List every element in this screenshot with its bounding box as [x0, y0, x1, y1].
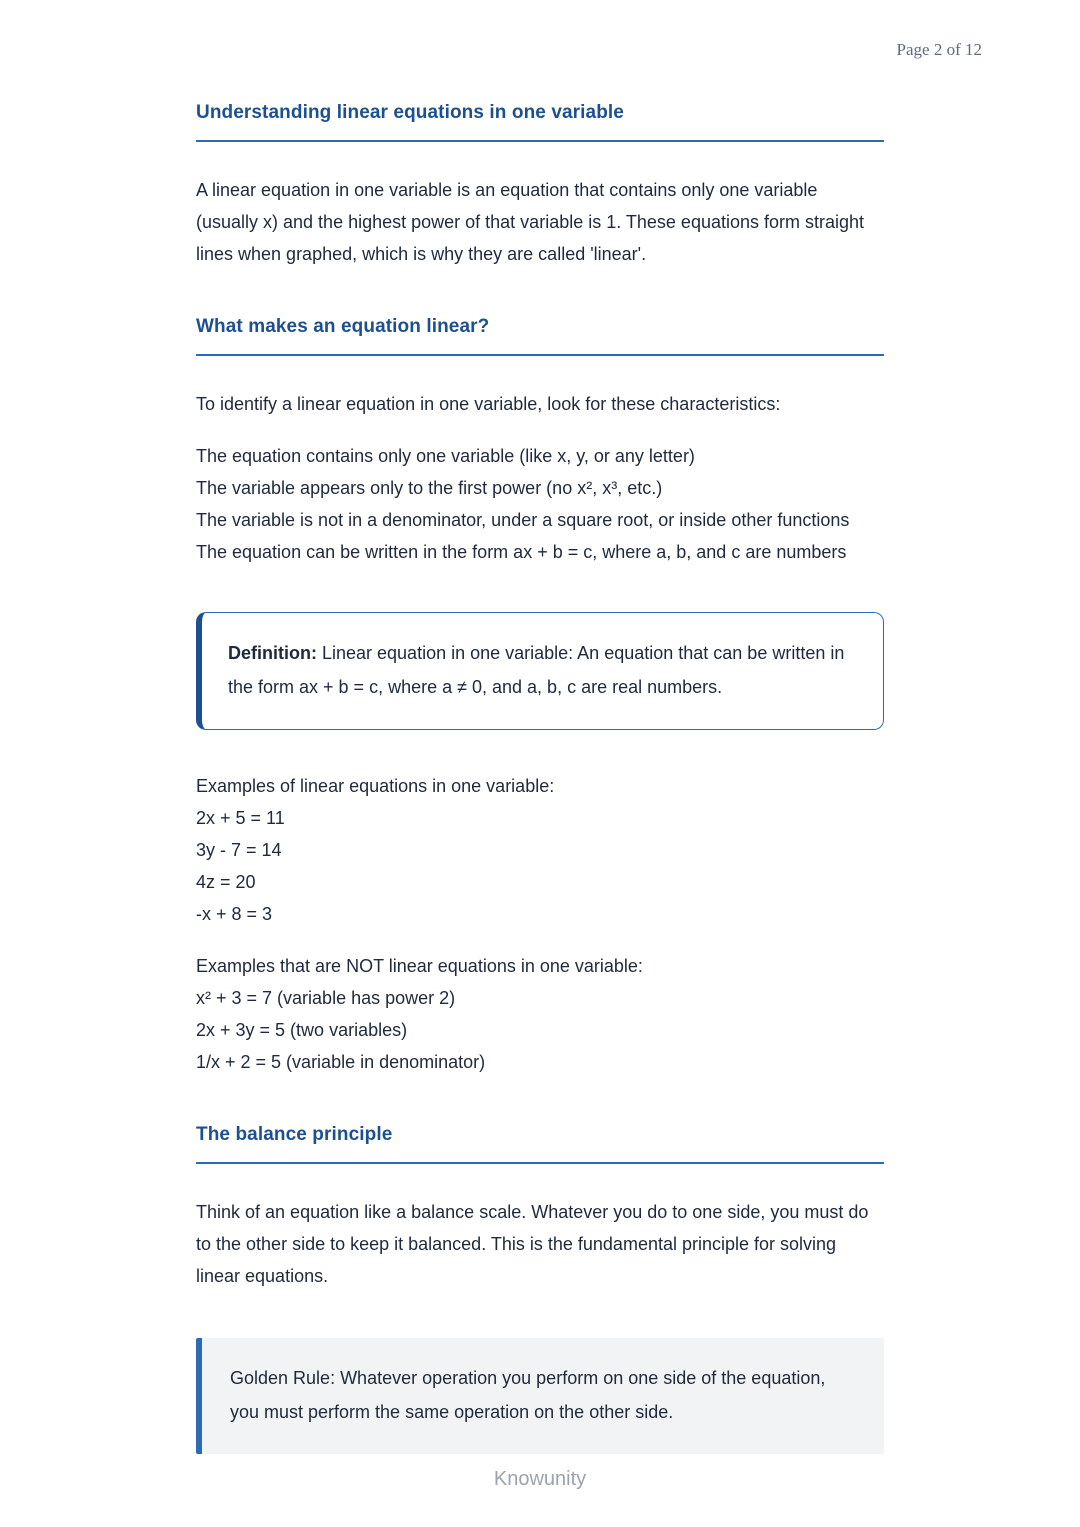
balance-paragraph: Think of an equation like a balance scale. Whatever you do to one side, you must do to the other side to keep it balanced. This is the fundamental principle for solving linear equations. [196, 1202, 869, 1286]
non-example-equation: x² + 3 = 7 (variable has power 2) [196, 988, 456, 1008]
characteristic-item: The variable is not in a denominator, under a square root, or inside other functions [196, 510, 850, 530]
page-number: Page 2 of 12 [896, 40, 982, 59]
section-heading-understanding: Understanding linear equations in one variable [196, 102, 884, 142]
identify-intro-paragraph: To identify a linear equation in one variable, look for these characteristics: [196, 394, 781, 414]
examples-intro-paragraph: Examples of linear equations in one variable: [196, 776, 555, 796]
characteristic-item: The variable appears only to the first power (no x², x³, etc.) [196, 478, 663, 498]
footer-brand: Knowunity [493, 1468, 587, 1490]
definition-label: Definition: [228, 643, 317, 663]
non-example-equation: 2x + 3y = 5 (two variables) [196, 1020, 408, 1040]
intro-paragraph: A linear equation in one variable is an equation that contains only one variable (usually x) and the highest power of that variable is 1. These equations form straight lines when graphed, which is why they are called 'linear'. [196, 180, 865, 264]
example-equation: 3y - 7 = 14 [196, 840, 282, 860]
example-equation: -x + 8 = 3 [196, 904, 273, 924]
golden-rule-callout [196, 1338, 884, 1454]
example-equation: 4z = 20 [196, 872, 256, 892]
example-equation: 2x + 5 = 11 [196, 808, 285, 828]
content-area [196, 102, 884, 1454]
characteristic-item: The equation can be written in the form ax + b = c, where a, b, and c are numbers [196, 542, 847, 562]
characteristics-list [196, 440, 884, 568]
examples-list [196, 802, 884, 930]
section-heading-balance-principle: The balance principle [196, 1124, 884, 1164]
section-heading-what-makes-linear: What makes an equation linear? [196, 316, 884, 356]
definition-text: Linear equation in one variable: An equation that can be written in the form ax + b = c, where a ≠ 0, and a, b, c are real numbers. [228, 643, 845, 697]
definition-box [196, 612, 884, 730]
non-examples-intro-paragraph: Examples that are NOT linear equations in one variable: [196, 956, 643, 976]
golden-rule-text: Golden Rule: Whatever operation you perform on one side of the equation, you must perform the same operation on the other side. [230, 1368, 826, 1422]
non-example-equation: 1/x + 2 = 5 (variable in denominator) [196, 1052, 486, 1072]
non-examples-list [196, 982, 884, 1078]
characteristic-item: The equation contains only one variable (like x, y, or any letter) [196, 446, 695, 466]
